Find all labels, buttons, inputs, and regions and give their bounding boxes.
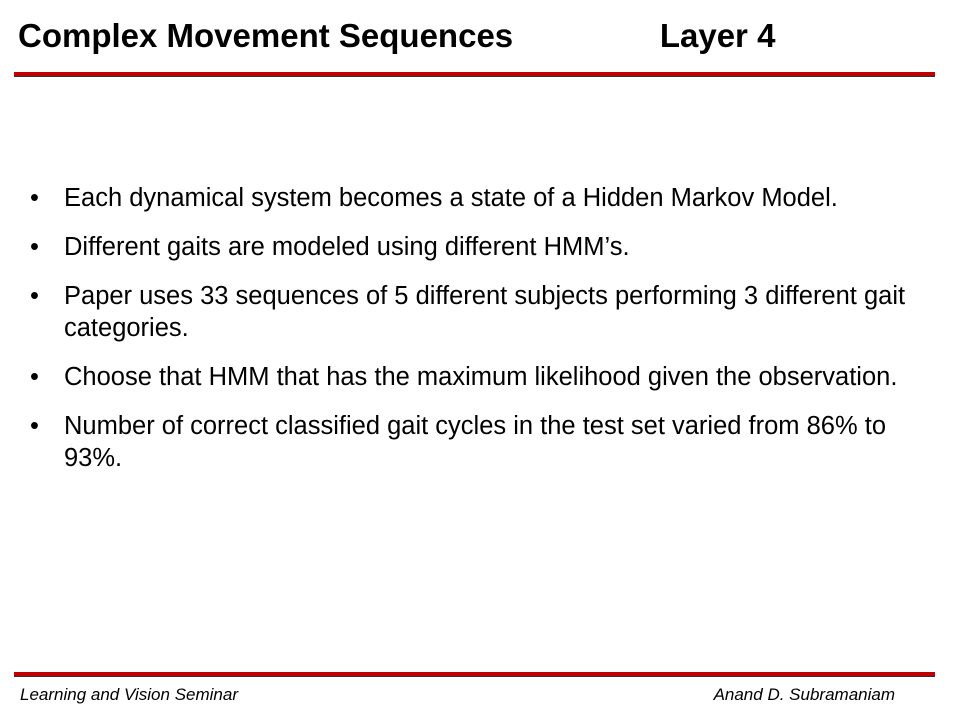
bullet-icon: • (30, 184, 39, 212)
bullet-icon: • (30, 282, 39, 310)
slide-title (18, 16, 898, 56)
bullet-list (30, 182, 930, 491)
bullet-icon: • (30, 233, 39, 261)
footer-divider (14, 672, 935, 677)
footer-seminar-name: Learning and Vision Seminar (20, 685, 238, 704)
footer-author: Anand D. Subramaniam (713, 685, 895, 704)
bullet-icon: • (30, 412, 39, 440)
bullet-text: Paper uses 33 sequences of 5 different subjects performing 3 different gait categories. (64, 282, 906, 342)
slide-title-text: Complex Movement Sequences Layer 4 (18, 17, 776, 54)
bullet-item (30, 361, 930, 393)
bullet-item (30, 280, 930, 344)
bullet-item (30, 182, 930, 214)
bullet-text: Different gaits are modeled using different HMM’s. (64, 233, 630, 261)
bullet-text: Each dynamical system becomes a state of a Hidden Markov Model. (64, 184, 838, 212)
bullet-icon: • (30, 363, 39, 391)
title-divider (14, 72, 935, 77)
bullet-item (30, 231, 930, 263)
bullet-text: Number of correct classified gait cycles in the test set varied from 86% to 93%. (64, 412, 887, 472)
bullet-text: Choose that HMM that has the maximum likelihood given the observation. (64, 363, 898, 391)
bullet-item (30, 410, 930, 474)
